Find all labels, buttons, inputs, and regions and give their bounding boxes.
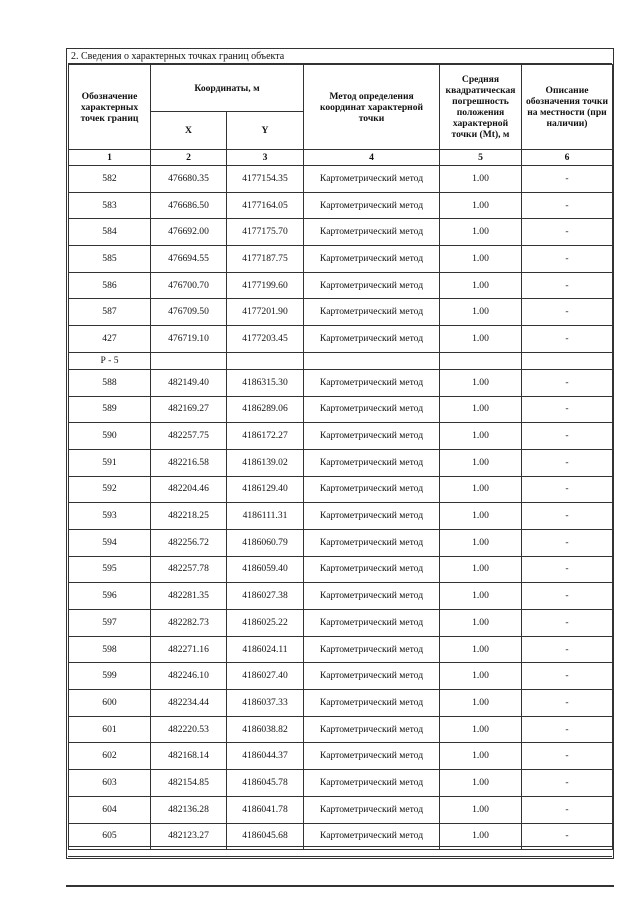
cell-description: -: [522, 636, 613, 663]
cell-error: 1.00: [440, 690, 522, 717]
cell-method: Картометрический метод: [304, 166, 440, 193]
cell-error: 1.00: [440, 796, 522, 823]
cell-error: 1.00: [440, 770, 522, 797]
cell-method: Картометрический метод: [304, 503, 440, 530]
cell-point-id: 596: [69, 583, 151, 610]
cell-x: 482204.46: [151, 476, 227, 503]
cell-description: -: [522, 770, 613, 797]
cell-x: 482257.75: [151, 423, 227, 450]
cell-x: 476680.35: [151, 166, 227, 193]
table-row: [69, 272, 613, 299]
cell-error: 1.00: [440, 743, 522, 770]
cell-y: 4177175.70: [227, 219, 304, 246]
cell-description: -: [522, 369, 613, 396]
cell-x: 476692.00: [151, 219, 227, 246]
cell-point-id: 583: [69, 192, 151, 219]
cell-description: -: [522, 610, 613, 637]
cell-y: 4186027.40: [227, 663, 304, 690]
cell-point-id: 597: [69, 610, 151, 637]
header-num-1: 1: [69, 150, 151, 166]
cell-error: 1.00: [440, 503, 522, 530]
cell-point-id: 598: [69, 636, 151, 663]
cell-point-id: 591: [69, 449, 151, 476]
cell-x: 482282.73: [151, 610, 227, 637]
cell-error: 1.00: [440, 636, 522, 663]
table-row: [69, 690, 613, 717]
header-y: Y: [227, 112, 304, 150]
header-error: Средняя квадратическая погрешность положения характерной точки (Mt), м: [440, 65, 522, 150]
cell-method: Картометрический метод: [304, 396, 440, 423]
cell-point-id: 427: [69, 326, 151, 353]
cell-y: 4186045.78: [227, 770, 304, 797]
cell-method: Картометрический метод: [304, 690, 440, 717]
cell-y: 4186060.79: [227, 529, 304, 556]
header-num-5: 5: [440, 150, 522, 166]
cell-error: 1.00: [440, 556, 522, 583]
cell-x: 482218.25: [151, 503, 227, 530]
cell-x: 476694.55: [151, 246, 227, 273]
cell-description: -: [522, 246, 613, 273]
table-row: [69, 449, 613, 476]
header-coordinates: Координаты, м: [151, 65, 304, 112]
cell-y: 4186041.78: [227, 796, 304, 823]
table-row: [69, 369, 613, 396]
header-num-2: 2: [151, 150, 227, 166]
cell-y: 4186059.40: [227, 556, 304, 583]
cell-description: -: [522, 796, 613, 823]
cell-description: -: [522, 219, 613, 246]
cell-error: 1.00: [440, 529, 522, 556]
cell-description: -: [522, 192, 613, 219]
cell-method: Картометрический метод: [304, 449, 440, 476]
cell-x: 482271.16: [151, 636, 227, 663]
cell-error: 1.00: [440, 192, 522, 219]
cell-point-id: 589: [69, 396, 151, 423]
cell-point-id: 590: [69, 423, 151, 450]
cell-error: 1.00: [440, 246, 522, 273]
cell-error: 1.00: [440, 166, 522, 193]
cell-y: 4186129.40: [227, 476, 304, 503]
cell-method: Картометрический метод: [304, 743, 440, 770]
cell-point-id: 592: [69, 476, 151, 503]
table-row: [69, 636, 613, 663]
cell-method: Картометрический метод: [304, 796, 440, 823]
cell-y: 4186045.68: [227, 823, 304, 850]
cell-point-id: 604: [69, 796, 151, 823]
cell-point-id: 599: [69, 663, 151, 690]
cell-description: -: [522, 583, 613, 610]
cell-method: Картометрический метод: [304, 326, 440, 353]
cell-point-id: 602: [69, 743, 151, 770]
table-row: [69, 770, 613, 797]
cell-method: Картометрический метод: [304, 476, 440, 503]
section-label: Р - 5: [69, 352, 151, 369]
cell-x: 482256.72: [151, 529, 227, 556]
cell-method: Картометрический метод: [304, 529, 440, 556]
cell-method: Картометрический метод: [304, 423, 440, 450]
cell-x: 482136.28: [151, 796, 227, 823]
cell-y: 4186024.11: [227, 636, 304, 663]
cell-y: 4186038.82: [227, 716, 304, 743]
cell-y: 4186044.37: [227, 743, 304, 770]
cell-method: Картометрический метод: [304, 299, 440, 326]
cell-description: -: [522, 326, 613, 353]
header-description: Описание обозначения точки на местности (при наличии): [522, 65, 613, 150]
cell-point-id: 582: [69, 166, 151, 193]
cell-x: 482149.40: [151, 369, 227, 396]
cell-description: -: [522, 423, 613, 450]
cell-description: -: [522, 299, 613, 326]
cell-method: Картометрический метод: [304, 823, 440, 850]
cell-error: 1.00: [440, 583, 522, 610]
cell-method: Картометрический метод: [304, 610, 440, 637]
cell-error: 1.00: [440, 663, 522, 690]
table-row: [69, 503, 613, 530]
cell-x: 476709.50: [151, 299, 227, 326]
cell-point-id: 588: [69, 369, 151, 396]
cell-x: 482246.10: [151, 663, 227, 690]
table-row: [69, 246, 613, 273]
table-row: [69, 610, 613, 637]
cell-point-id: 593: [69, 503, 151, 530]
cell-error: 1.00: [440, 716, 522, 743]
table-row: [69, 796, 613, 823]
cell-method: Картометрический метод: [304, 716, 440, 743]
cell-description: -: [522, 823, 613, 850]
cell-method: Картометрический метод: [304, 770, 440, 797]
cell-description: -: [522, 503, 613, 530]
cell-x: 482220.53: [151, 716, 227, 743]
cell-description: -: [522, 476, 613, 503]
cell-error: 1.00: [440, 823, 522, 850]
cell-description: -: [522, 396, 613, 423]
cell-error: 1.00: [440, 369, 522, 396]
cell-y: 4177154.35: [227, 166, 304, 193]
cell-x: 476719.10: [151, 326, 227, 353]
header-num-4: 4: [304, 150, 440, 166]
header-num-6: 6: [522, 150, 613, 166]
table-row: [69, 219, 613, 246]
table-row: [69, 529, 613, 556]
cell-method: Картометрический метод: [304, 219, 440, 246]
table-row: [69, 663, 613, 690]
cell-method: Картометрический метод: [304, 636, 440, 663]
table-body-part-b: [69, 369, 613, 849]
table-section-row: [69, 352, 613, 369]
footer-rule: [66, 885, 614, 887]
cell-y: 4186111.31: [227, 503, 304, 530]
cell-point-id: 595: [69, 556, 151, 583]
table-row: [69, 192, 613, 219]
header-x: X: [151, 112, 227, 150]
cell-y: 4177164.05: [227, 192, 304, 219]
cell-error: 1.00: [440, 449, 522, 476]
cell-point-id: 585: [69, 246, 151, 273]
cell-x: 476686.50: [151, 192, 227, 219]
cell-description: -: [522, 529, 613, 556]
header-method: Метод определения координат характерной точки: [304, 65, 440, 150]
cell-error: 1.00: [440, 272, 522, 299]
cell-method: Картометрический метод: [304, 663, 440, 690]
cell-method: Картометрический метод: [304, 556, 440, 583]
cell-x: 482234.44: [151, 690, 227, 717]
cell-error: 1.00: [440, 396, 522, 423]
table-row: [69, 743, 613, 770]
cell-y: 4177203.45: [227, 326, 304, 353]
cell-y: 4177201.90: [227, 299, 304, 326]
section-title: 2. Сведения о характерных точках границ объекта: [68, 49, 612, 64]
cell-method: Картометрический метод: [304, 246, 440, 273]
cell-description: -: [522, 166, 613, 193]
cell-point-id: 603: [69, 770, 151, 797]
boundary-points-table: [68, 64, 613, 850]
cell-point-id: 587: [69, 299, 151, 326]
cell-error: 1.00: [440, 423, 522, 450]
cell-x: 482123.27: [151, 823, 227, 850]
table-row: [69, 556, 613, 583]
table-body-part-a: [69, 166, 613, 353]
cell-description: -: [522, 743, 613, 770]
cell-point-id: 584: [69, 219, 151, 246]
cell-x: 482216.58: [151, 449, 227, 476]
table-row: [69, 476, 613, 503]
section-row: [69, 352, 613, 369]
header-num-3: 3: [227, 150, 304, 166]
cell-description: -: [522, 716, 613, 743]
table-row: [69, 326, 613, 353]
cell-y: 4186315.30: [227, 369, 304, 396]
cell-y: 4186025.22: [227, 610, 304, 637]
header-point-id: Обозначение характерных точек границ: [69, 65, 151, 150]
cell-y: 4186289.06: [227, 396, 304, 423]
table-row: [69, 166, 613, 193]
cell-description: -: [522, 449, 613, 476]
cell-method: Картометрический метод: [304, 583, 440, 610]
cell-error: 1.00: [440, 476, 522, 503]
cell-y: 4186139.02: [227, 449, 304, 476]
cell-method: Картометрический метод: [304, 192, 440, 219]
table-row: [69, 583, 613, 610]
cell-x: 482154.85: [151, 770, 227, 797]
table-row: [69, 396, 613, 423]
cell-x: 482168.14: [151, 743, 227, 770]
cell-point-id: 586: [69, 272, 151, 299]
cell-error: 1.00: [440, 299, 522, 326]
table-row: [69, 716, 613, 743]
table-row: [69, 299, 613, 326]
table-row: [69, 423, 613, 450]
cell-y: 4186172.27: [227, 423, 304, 450]
cell-y: 4186037.33: [227, 690, 304, 717]
cell-x: 482257.78: [151, 556, 227, 583]
cell-error: 1.00: [440, 219, 522, 246]
cell-y: 4186027.38: [227, 583, 304, 610]
cell-method: Картометрический метод: [304, 272, 440, 299]
cell-description: -: [522, 690, 613, 717]
cell-method: Картометрический метод: [304, 369, 440, 396]
cell-x: 482281.35: [151, 583, 227, 610]
cell-description: -: [522, 556, 613, 583]
cell-point-id: 601: [69, 716, 151, 743]
cell-x: 482169.27: [151, 396, 227, 423]
cell-x: 476700.70: [151, 272, 227, 299]
table-bottom-strip: [68, 846, 612, 857]
cell-point-id: 605: [69, 823, 151, 850]
cell-error: 1.00: [440, 610, 522, 637]
cell-y: 4177199.60: [227, 272, 304, 299]
cell-description: -: [522, 272, 613, 299]
cell-error: 1.00: [440, 326, 522, 353]
cell-y: 4177187.75: [227, 246, 304, 273]
cell-point-id: 594: [69, 529, 151, 556]
cell-point-id: 600: [69, 690, 151, 717]
cell-description: -: [522, 663, 613, 690]
